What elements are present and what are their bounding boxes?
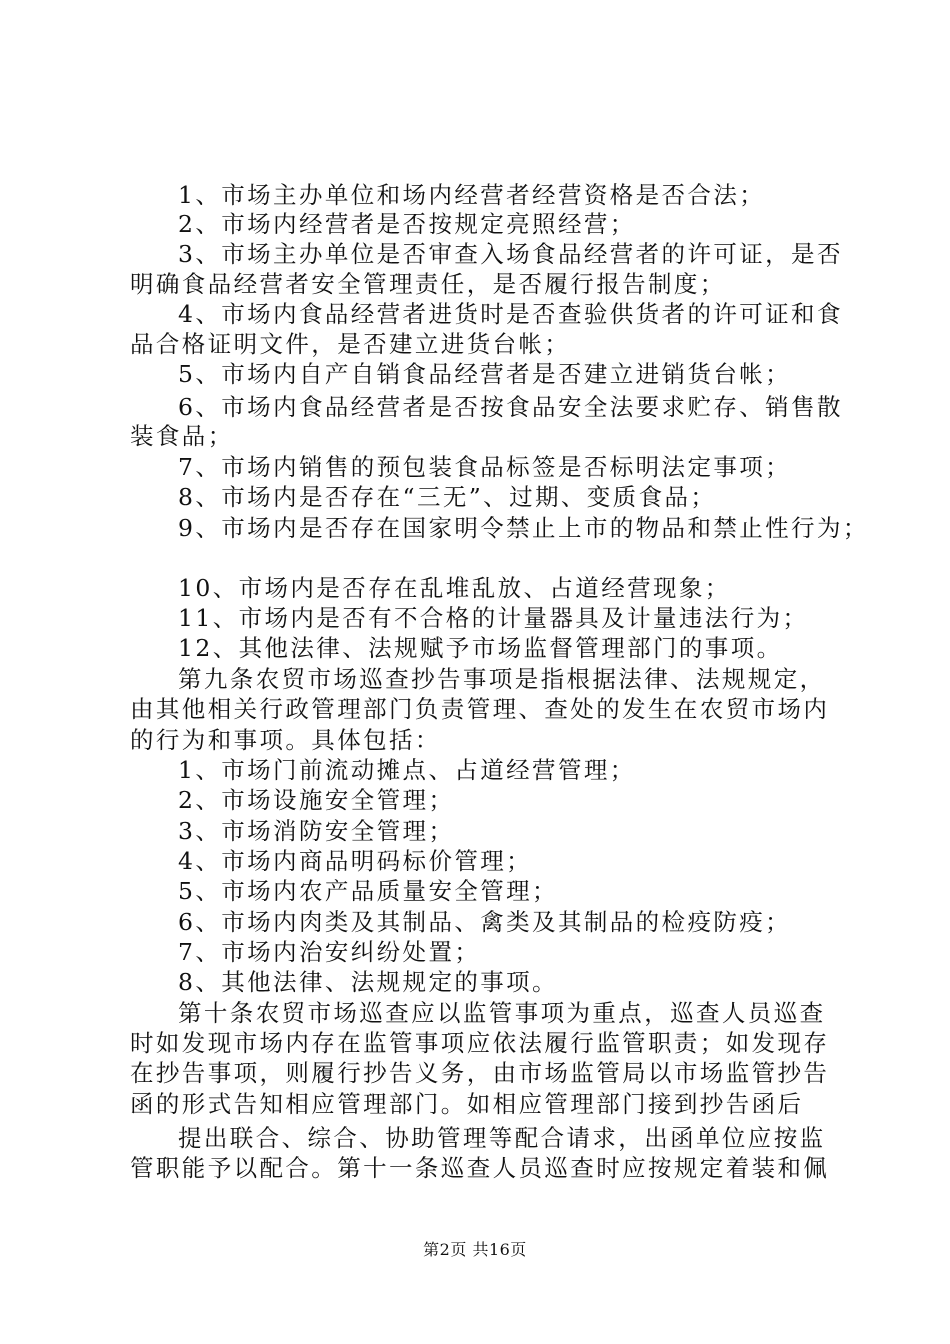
paragraph-line: 2、市场内经营者是否按规定亮照经营；: [178, 210, 636, 238]
paragraph-line: 3、市场消防安全管理；: [178, 817, 455, 845]
paragraph-line: 5、市场内自产自销食品经营者是否建立进销货台帐；: [178, 360, 792, 388]
paragraph-line: 11、市场内是否有不合格的计量器具及计量违法行为；: [178, 604, 809, 632]
paragraph-line: 6、市场内肉类及其制品、禽类及其制品的检疫防疫；: [178, 908, 792, 936]
paragraph-line: 4、市场内食品经营者进货时是否查验供货者的许可证和食: [178, 300, 843, 328]
paragraph-line: 2、市场设施安全管理；: [178, 786, 455, 814]
paragraph-line: 8、市场内是否存在“三无”、过期、变质食品；: [178, 483, 717, 511]
paragraph-line: 3、市场主办单位是否审查入场食品经营者的许可证，是否: [178, 240, 843, 268]
paragraph-line: 品合格证明文件，是否建立进货台帐；: [130, 330, 571, 358]
page-footer: 第2页 共16页: [423, 1240, 527, 1259]
paragraph-line: 由其他相关行政管理部门负责管理、查处的发生在农贸市场内: [130, 695, 830, 723]
paragraph-line: 的行为和事项。具体包括：: [130, 726, 441, 754]
paragraph-line: 明确食品经营者安全管理责任，是否履行报告制度；: [130, 270, 726, 298]
paragraph-line: 第九条农贸市场巡查抄告事项是指根据法律、法规规定，: [178, 665, 826, 693]
paragraph-line: 8、其他法律、法规规定的事项。: [178, 968, 558, 996]
paragraph-line: 4、市场内商品明码标价管理；: [178, 847, 533, 875]
paragraph-line: 9、市场内是否存在国家明令禁止上市的物品和禁止性行为；: [178, 514, 869, 542]
paragraph-line: 10、市场内是否存在乱堆乱放、占道经营现象；: [178, 574, 731, 602]
paragraph-line: 提出联合、综合、协助管理等配合请求，出函单位应按监: [178, 1124, 826, 1152]
paragraph-line: 管职能予以配合。第十一条巡查人员巡查时应按规定着装和佩: [130, 1154, 830, 1182]
paragraph-line: 7、市场内销售的预包装食品标签是否标明法定事项；: [178, 453, 792, 481]
paragraph-line: 12、其他法律、法规赋予市场监督管理部门的事项。: [178, 634, 783, 662]
paragraph-line: 1、市场门前流动摊点、占道经营管理；: [178, 756, 636, 784]
paragraph-line: 在抄告事项，则履行抄告义务，由市场监管局以市场监管抄告: [130, 1059, 830, 1087]
paragraph-line: 6、市场内食品经营者是否按食品安全法要求贮存、销售散: [178, 393, 843, 421]
paragraph-line: 1、市场主办单位和场内经营者经营资格是否合法；: [178, 181, 766, 209]
paragraph-line: 函的形式告知相应管理部门。如相应管理部门接到抄告函后: [130, 1090, 804, 1118]
paragraph-line: 7、市场内治安纠纷处置；: [178, 938, 481, 966]
paragraph-line: 5、市场内农产品质量安全管理；: [178, 877, 558, 905]
paragraph-line: 时如发现市场内存在监管事项应依法履行监管职责；如发现存: [130, 1029, 830, 1057]
paragraph-line: 装食品；: [130, 422, 234, 450]
paragraph-line: 第十条农贸市场巡查应以监管事项为重点，巡查人员巡查: [178, 999, 826, 1027]
